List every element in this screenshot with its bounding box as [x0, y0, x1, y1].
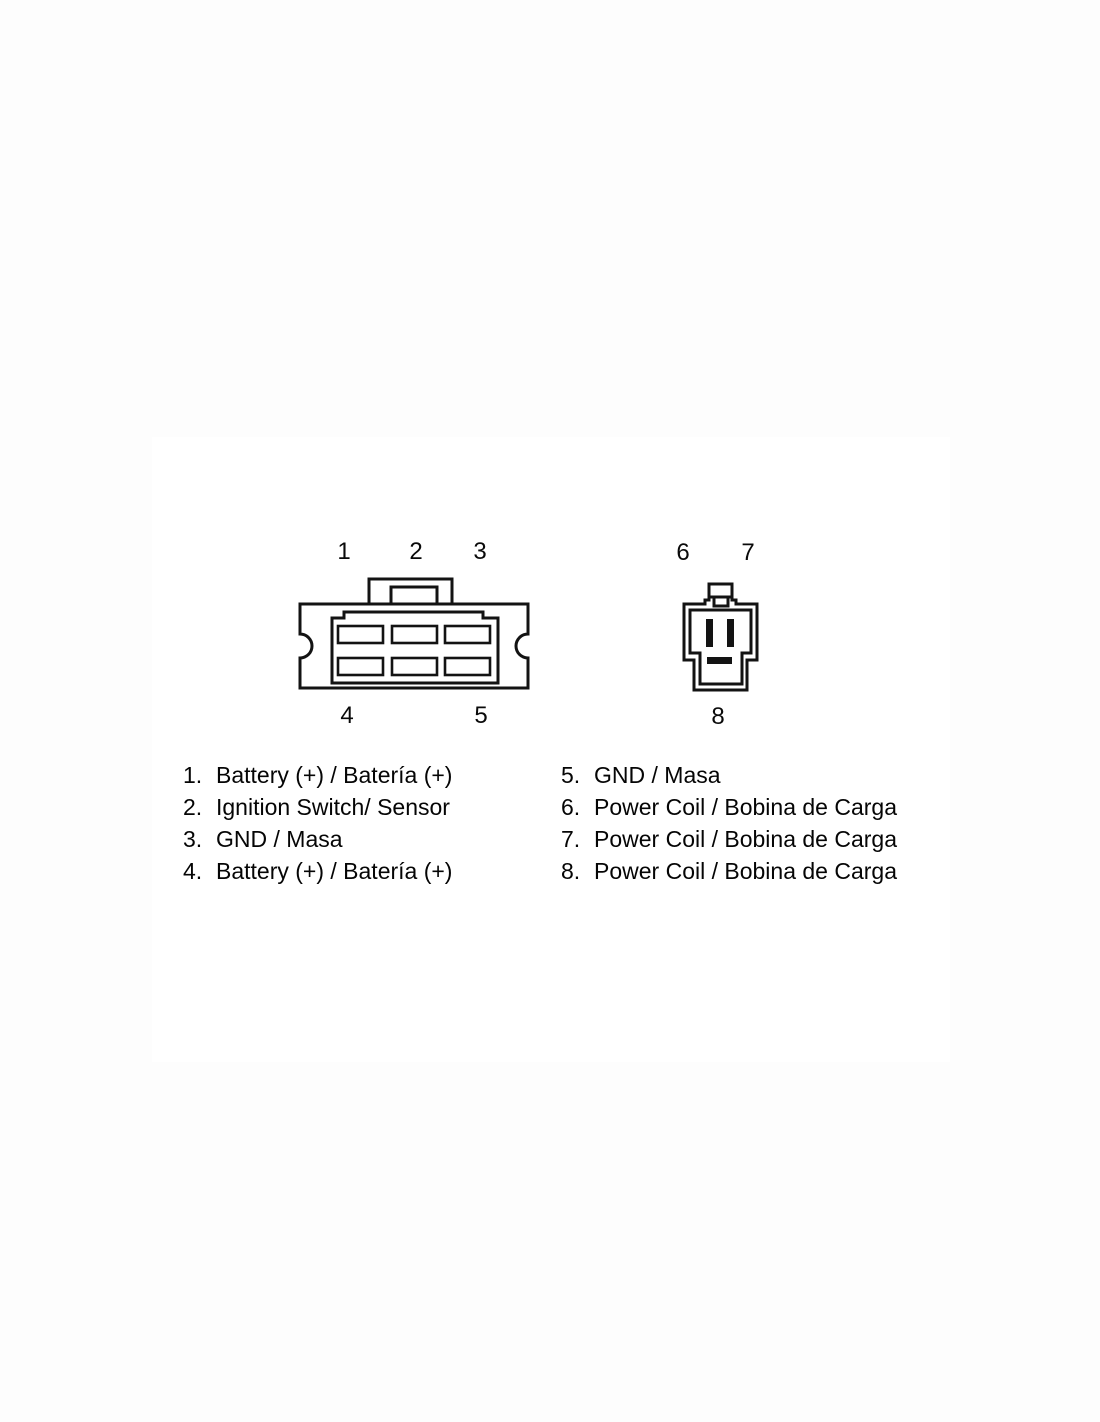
legend-item-2: [183, 791, 452, 823]
connector-6pin-tab-outer: [369, 579, 452, 604]
legend-item-label: Battery (+) / Batería (+): [216, 858, 453, 884]
pin-bar-6: [706, 619, 713, 647]
legend-left-column: [183, 759, 452, 887]
legend-item-number: 5.: [561, 762, 581, 788]
pin-bar-8: [707, 657, 732, 664]
legend-item-8: [561, 855, 897, 887]
legend-item-label: Power Coil / Bobina de Carga: [594, 858, 897, 884]
legend-item-number: 8.: [561, 858, 581, 884]
legend-item-label: Power Coil / Bobina de Carga: [594, 826, 897, 852]
pin-number-5: 5: [474, 702, 488, 729]
pin-number-8: 8: [711, 703, 725, 730]
connector-3pin-inner-outline: [690, 610, 751, 684]
legend-item-number: 3.: [183, 826, 203, 852]
legend-item-label: Ignition Switch/ Sensor: [216, 794, 450, 820]
legend-right-column: [561, 759, 897, 887]
legend-item-label: Power Coil / Bobina de Carga: [594, 794, 897, 820]
pin-slot-2: [392, 626, 437, 643]
pin-number-7: 7: [741, 539, 755, 566]
connector-3pin-body: [684, 584, 757, 690]
legend-item-number: 7.: [561, 826, 581, 852]
legend-item-6: [561, 791, 897, 823]
pin-slot-5: [392, 658, 437, 675]
legend-item-3: [183, 823, 452, 855]
legend-item-1: [183, 759, 452, 791]
pin-slot-4: [338, 658, 383, 675]
pin-slot-3: [445, 626, 490, 643]
connector-6pin-inner-outline: [332, 612, 498, 683]
connector-3pin-tab-inner: [714, 597, 728, 606]
connector-6pin-shape: [300, 579, 528, 688]
pin-number-6: 6: [676, 539, 690, 566]
legend-item-label: GND / Masa: [216, 826, 343, 852]
legend-item-4: [183, 855, 452, 887]
legend-item-number: 2.: [183, 794, 203, 820]
pin-slot-1: [338, 626, 383, 643]
pin-bar-7: [727, 619, 734, 647]
connector-3pin-shape: [684, 584, 757, 690]
connector-6pin-tab-inner: [391, 587, 437, 604]
legend-item-7: [561, 823, 897, 855]
pin-number-1: 1: [337, 538, 351, 565]
legend-item-label: GND / Masa: [594, 762, 721, 788]
pin-number-3: 3: [473, 538, 487, 565]
pin-number-2: 2: [409, 538, 423, 565]
pin-slot-6: [445, 658, 490, 675]
legend-item-label: Battery (+) / Batería (+): [216, 762, 453, 788]
legend-item-5: [561, 759, 897, 791]
legend-item-number: 1.: [183, 762, 203, 788]
legend-item-number: 4.: [183, 858, 203, 884]
legend-item-number: 6.: [561, 794, 581, 820]
pin-number-4: 4: [340, 702, 354, 729]
